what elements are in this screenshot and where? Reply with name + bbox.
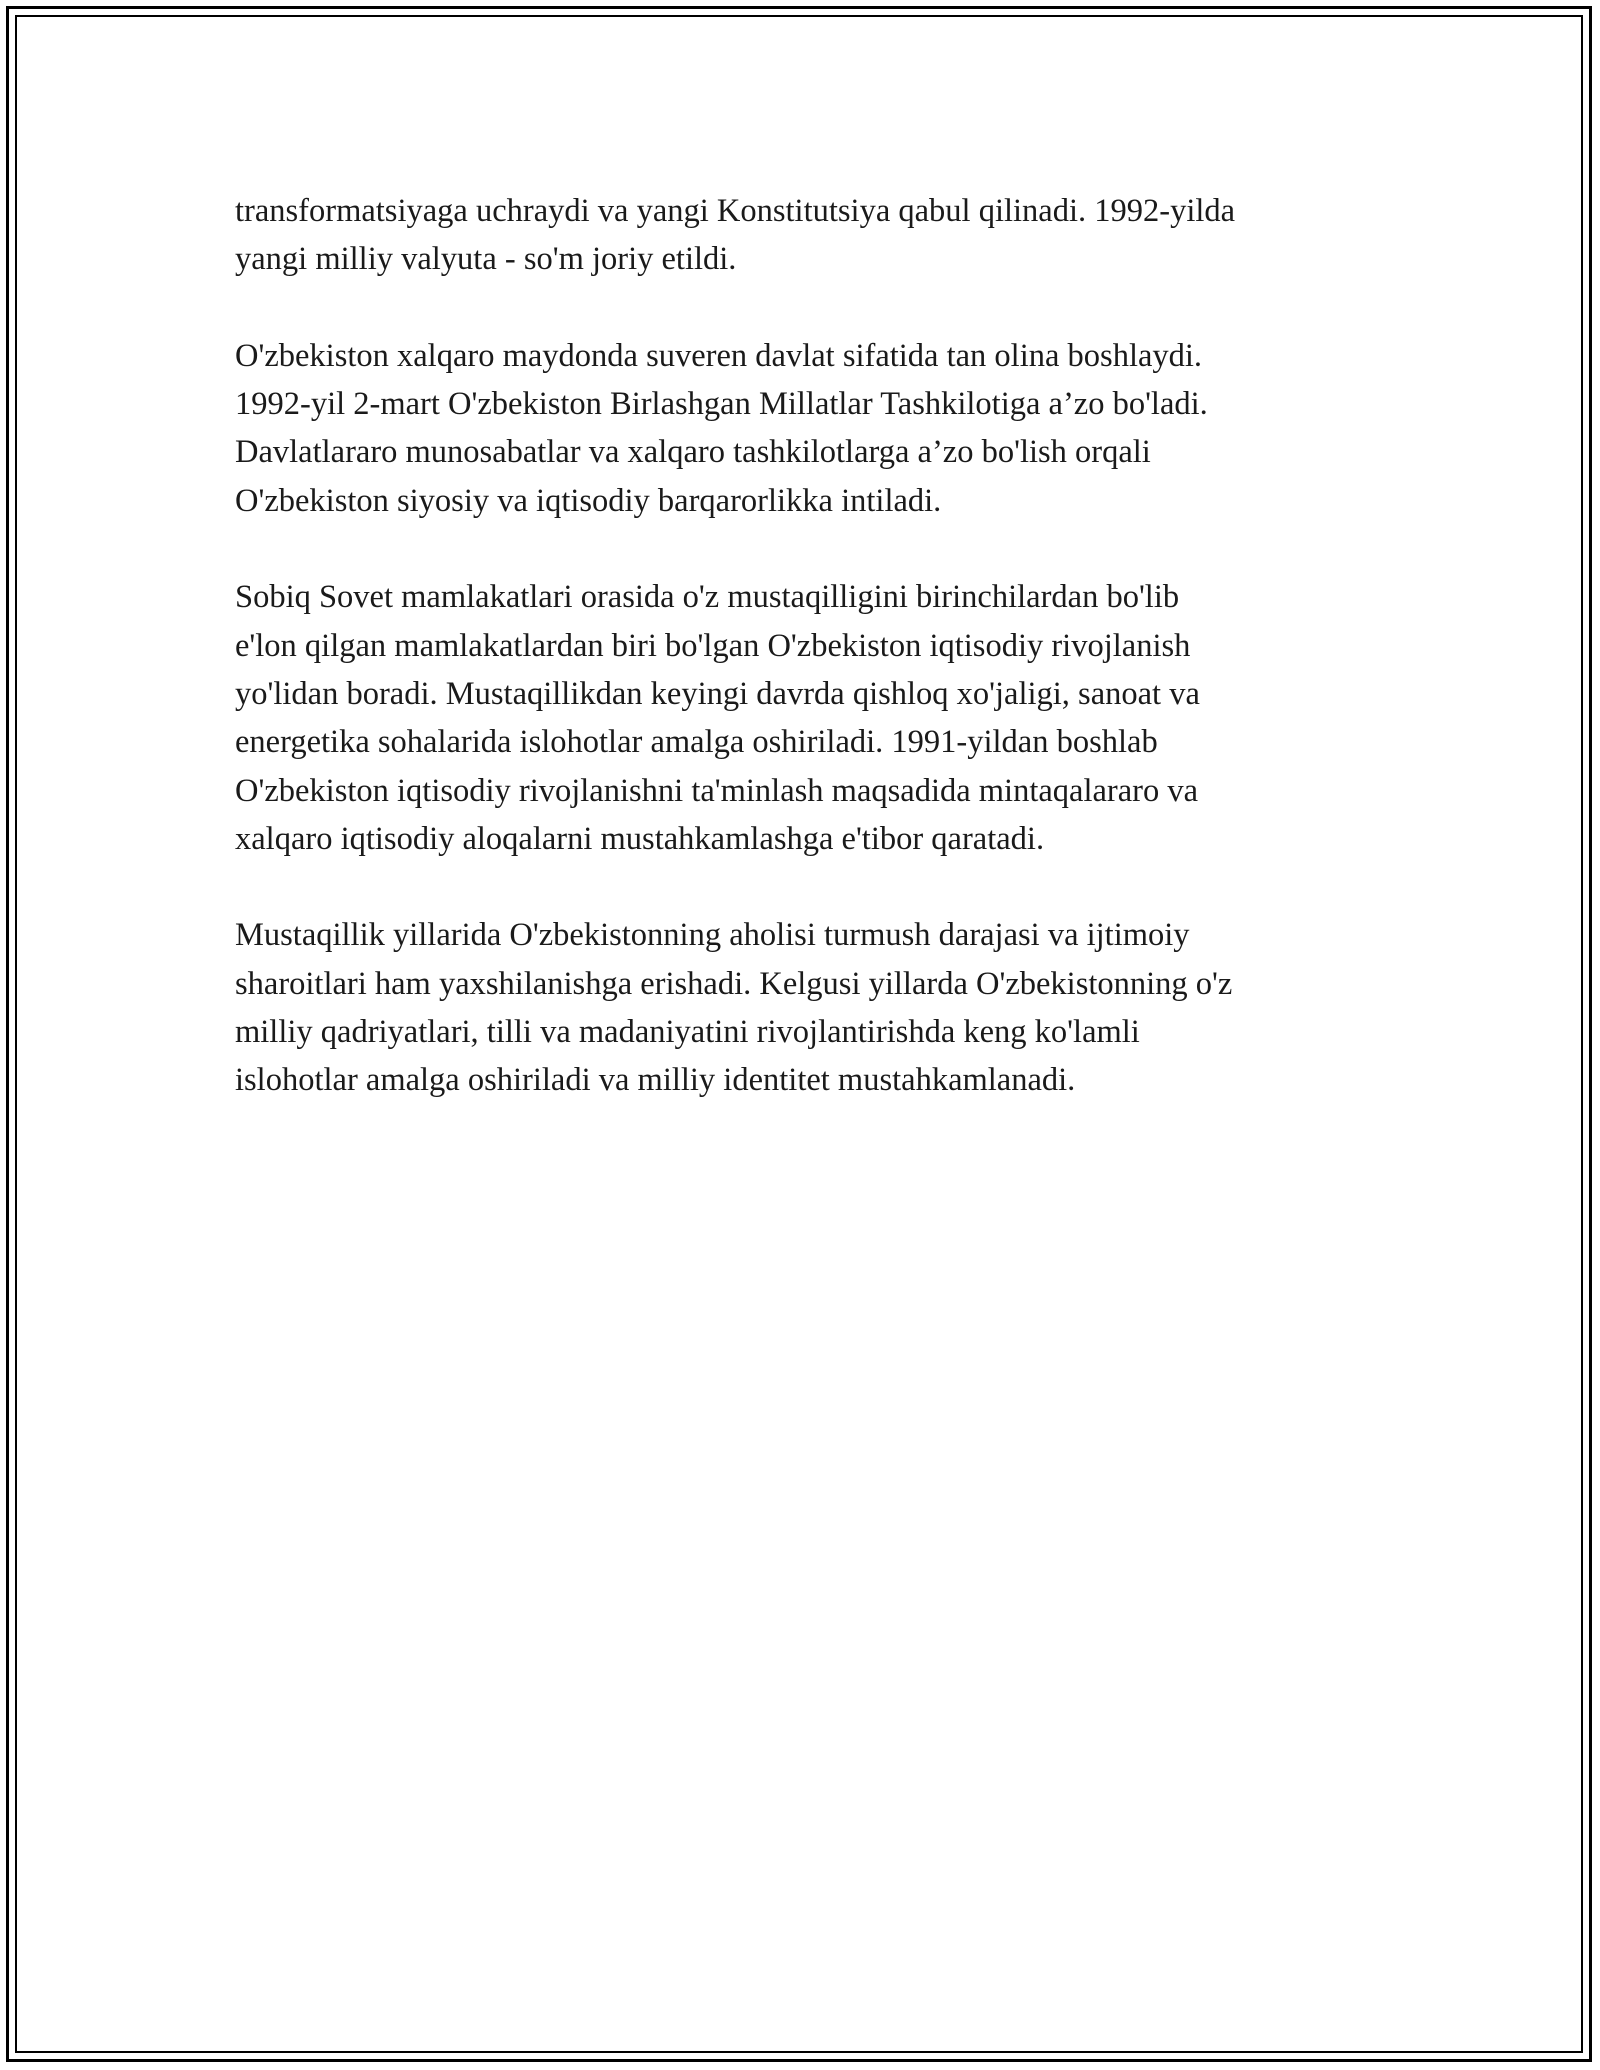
text-line: xalqaro iqtisodiy aloqalarni mustahkamlashga e'tibor qaratadi. [235,820,1045,857]
paragraph-3 [235,573,1375,863]
text-line: yangi milliy valyuta - so'm joriy etildi. [235,241,737,278]
text-line: islohotlar amalga oshiriladi va milliy identitet mustahkamlanadi. [235,1062,1076,1099]
text-line: Davlatlararo munosabatlar va xalqaro tashkilotlarga a’zo bo'lish orqali [235,434,1151,471]
text-line: transformatsiyaga uchraydi va yangi Konstitutsiya qabul qilinadi. 1992-yilda [235,193,1236,229]
text-line: 1992-yil 2-mart O'zbekiston Birlashgan Millatlar Tashkilotiga a’zo bo'ladi. [235,386,1208,423]
paragraph-4 [235,911,1375,1104]
text-line: Mustaqillik yillarida O'zbekistonning aholisi turmush darajasi va ijtimoiy [235,917,1190,954]
paragraph-1 [235,187,1375,284]
paragraph-2 [235,332,1375,525]
text-line: Sobiq Sovet mamlakatlari orasida o'z mustaqilligini birinchilardan bo'lib [235,579,1180,616]
text-line: yo'lidan boradi. Mustaqillikdan keyingi davrda qishloq xo'jaligi, sanoat va [235,675,1200,712]
text-line: energetika sohalarida islohotlar amalga oshiriladi. 1991-yildan boshlab [235,724,1158,761]
text-line: O'zbekiston iqtisodiy rivojlanishni ta'minlash maqsadida mintaqalararo va [235,772,1199,809]
text-line: O'zbekiston siyosiy va iqtisodiy barqarorlikka intiladi. [235,482,942,519]
text-line: sharoitlari ham yaxshilanishga erishadi. Kelgusi yillarda O'zbekistonning o'z [235,965,1233,1002]
document-body [235,187,1375,1153]
text-line: e'lon qilgan mamlakatlardan biri bo'lgan O'zbekiston iqtisodiy rivojlanish [235,627,1191,664]
text-line: O'zbekiston xalqaro maydonda suveren davlat sifatida tan olina boshlaydi. [235,337,1203,374]
text-line: milliy qadriyatlari, tilli va madaniyatini rivojlantirishda keng ko'lamli [235,1014,1140,1051]
